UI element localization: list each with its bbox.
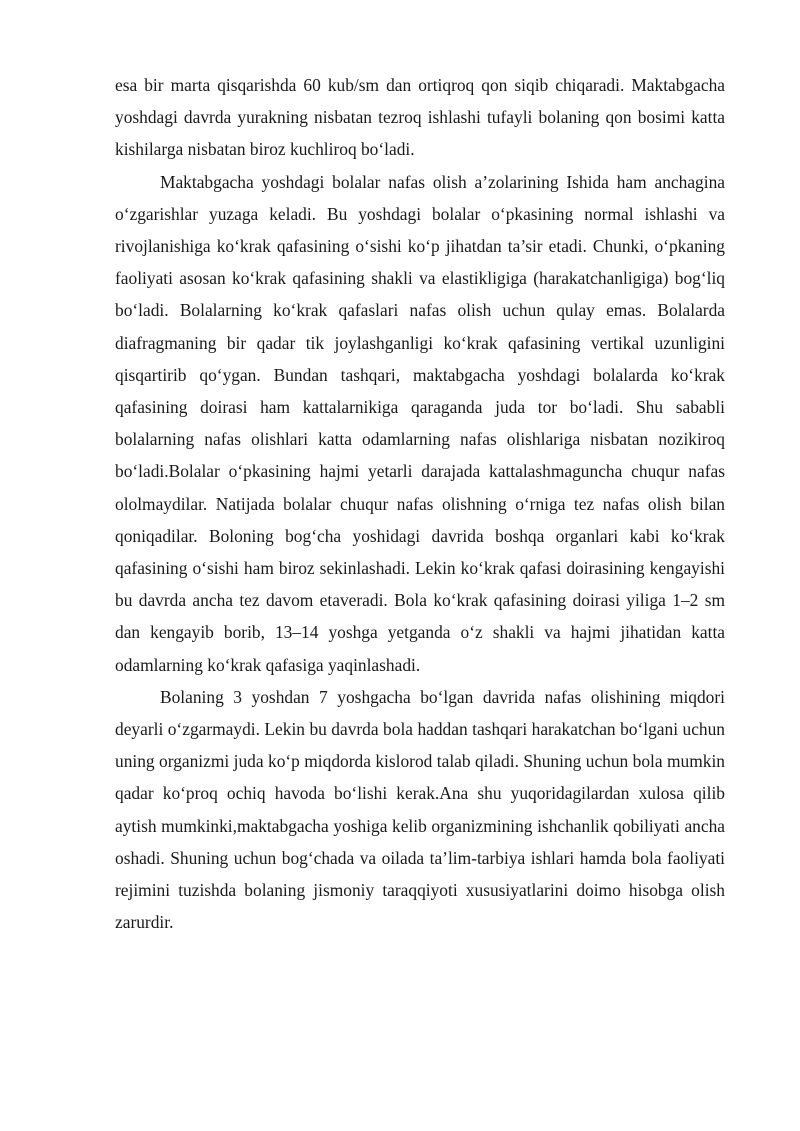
paragraph-3: Bolaning 3 yoshdan 7 yoshgacha bo‘lgan davrida nafas olishining miqdori deyarli o‘zgarmaydi. Lekin bu davrda bola haddan tashqari harakatchan bo‘lgani uchun uning organizmi juda ko‘p miqdorda kislorod talab qiladi. Shuning uchun bola mumkin qadar ko‘proq ochiq havoda bo‘lishi kerak.Ana shu yuqoridagilardan xulosa qilib aytish mumkinki,maktabgacha yoshiga kelib organizmining ishchanlik qobiliyati ancha oshadi. Shuning uchun bog‘chada va oilada ta’lim-tarbiya ishlari hamda bola faoliyati rejimini tuzishda bolaning jismoniy taraqqiyoti xususiyatlarini doimo hisobga olish zarurdir. xyxy=(115,686,725,933)
document-page xyxy=(115,69,725,938)
paragraph-1: esa bir marta qisqarishda 60 kub/sm dan ortiqroq qon siqib chiqaradi. Maktabgacha yoshdagi davrda yurakning nisbatan tezroq ishlashi tufayli bolaning qon bosimi katta kishilarga nisbatan biroz kuchliroq bo‘ladi. xyxy=(115,75,725,160)
paragraph-2: Maktabgacha yoshdagi bolalar nafas olish a’zolarining Ishida ham anchagina o‘zgarishlar yuzaga keladi. Bu yoshdagi bolalar o‘pkasining normal ishlashi va rivojlanishiga ko‘krak qafasining o‘sishi ko‘p jihatdan ta’sir etadi. Chunki, o‘pkaning faoliyati asosan ko‘krak qafasining shakli va elastikligiga (harakatchanligiga) bog‘liq bo‘ladi. Bolalarning ko‘krak qafaslari nafas olish uchun qulay emas. Bolalarda diafragmaning bir qadar tik joylashganligi ko‘krak qafasining vertikal uzunligini qisqartirib qo‘ygan. Bundan tashqari, maktabgacha yoshdagi bolalarda ko‘krak qafasining doirasi ham kattalarnikiga qaraganda juda tor bo‘ladi. Shu sababli bolalarning nafas olishlari katta odamlarning nafas olishlariga nisbatan nozikiroq bo‘ladi.Bolalar o‘pkasining hajmi yetarli darajada kattalashmaguncha chuqur nafas ololmaydilar. Natijada bolalar chuqur nafas olishning o‘rniga tez nafas olish bilan qoniqadilar. Boloning bog‘cha yoshidagi davrida boshqa organlari kabi ko‘krak qafasining o‘sishi ham biroz sekinlashadi. Lekin ko‘krak qafasi doirasining kengayishi bu davrda ancha tez davom etaveradi. Bola ko‘krak qafasining doirasi yiliga 1–2 sm dan kengayib borib, 13–14 yoshga yetganda o‘z shakli va hajmi jihatidan katta odamlarning ko‘krak qafasiga yaqinlashadi. xyxy=(115,171,725,675)
